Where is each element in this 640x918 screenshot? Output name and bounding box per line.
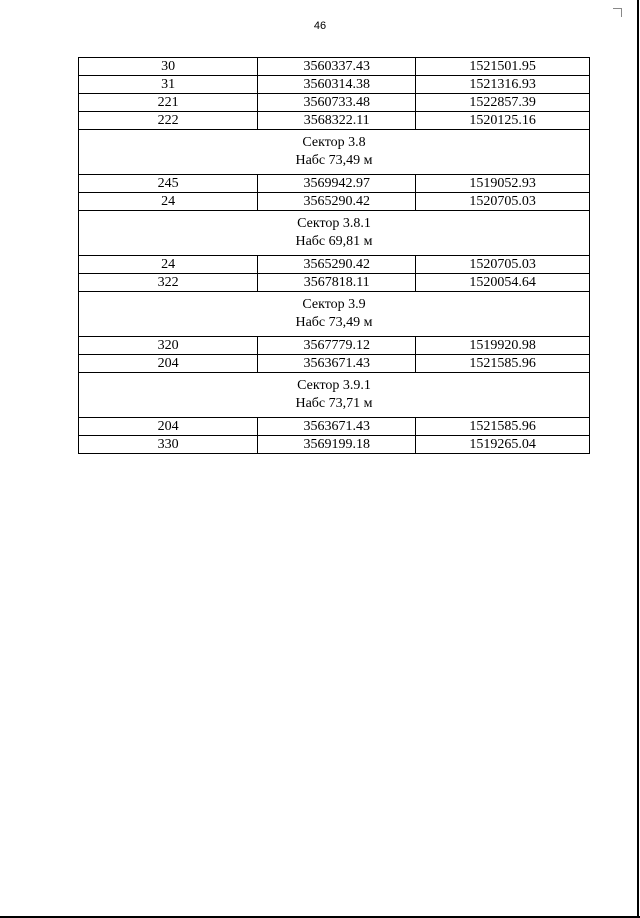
- point-number-cell: 204: [79, 418, 258, 436]
- y-coordinate-cell: 1520125.16: [416, 112, 590, 130]
- sector-header-row: [79, 292, 590, 337]
- y-coordinate-cell: 1520054.64: [416, 274, 590, 292]
- table-row: [79, 94, 590, 112]
- sector-header-row: [79, 130, 590, 175]
- sector-height: Набс 73,71 м: [295, 396, 373, 411]
- y-coordinate-cell: 1519265.04: [416, 436, 590, 454]
- x-coordinate-cell: 3568322.11: [258, 112, 416, 130]
- coordinates-table-body: [79, 58, 590, 454]
- x-coordinate-cell: 3569942.97: [258, 175, 416, 193]
- point-number-cell: 204: [79, 355, 258, 373]
- sector-height: Набс 73,49 м: [295, 315, 373, 330]
- table-row: [79, 436, 590, 454]
- sector-header-cell: [79, 292, 590, 337]
- x-coordinate-cell: 3560733.48: [258, 94, 416, 112]
- sector-height: Набс 73,49 м: [295, 153, 373, 168]
- y-coordinate-cell: 1520705.03: [416, 193, 590, 211]
- y-coordinate-cell: 1521316.93: [416, 76, 590, 94]
- table-row: [79, 112, 590, 130]
- x-coordinate-cell: 3567818.11: [258, 274, 416, 292]
- point-number-cell: 322: [79, 274, 258, 292]
- sector-title: Сектор 3.9: [302, 297, 366, 312]
- point-number-cell: 320: [79, 337, 258, 355]
- point-number-cell: 221: [79, 94, 258, 112]
- page-number: 46: [313, 20, 327, 32]
- table-row: [79, 355, 590, 373]
- table-row: [79, 193, 590, 211]
- y-coordinate-cell: 1521501.95: [416, 58, 590, 76]
- scan-corner-mark: [613, 8, 622, 17]
- sector-title: Сектор 3.9.1: [297, 378, 371, 393]
- x-coordinate-cell: 3563671.43: [258, 418, 416, 436]
- scan-edge-right: [637, 0, 639, 918]
- table-row: [79, 418, 590, 436]
- y-coordinate-cell: 1520705.03: [416, 256, 590, 274]
- sector-header-row: [79, 373, 590, 418]
- x-coordinate-cell: 3567779.12: [258, 337, 416, 355]
- point-number-cell: 24: [79, 256, 258, 274]
- sector-height: Набс 69,81 м: [295, 234, 373, 249]
- x-coordinate-cell: 3563671.43: [258, 355, 416, 373]
- x-coordinate-cell: 3560337.43: [258, 58, 416, 76]
- table-row: [79, 58, 590, 76]
- point-number-cell: 245: [79, 175, 258, 193]
- y-coordinate-cell: 1519920.98: [416, 337, 590, 355]
- x-coordinate-cell: 3565290.42: [258, 256, 416, 274]
- point-number-cell: 31: [79, 76, 258, 94]
- x-coordinate-cell: 3560314.38: [258, 76, 416, 94]
- table-row: [79, 76, 590, 94]
- table-row: [79, 256, 590, 274]
- x-coordinate-cell: 3565290.42: [258, 193, 416, 211]
- sector-title: Сектор 3.8.1: [297, 216, 371, 231]
- y-coordinate-cell: 1522857.39: [416, 94, 590, 112]
- y-coordinate-cell: 1519052.93: [416, 175, 590, 193]
- point-number-cell: 222: [79, 112, 258, 130]
- table-row: [79, 337, 590, 355]
- sector-title: Сектор 3.8: [302, 135, 366, 150]
- sector-header-row: [79, 211, 590, 256]
- sector-header-cell: [79, 373, 590, 418]
- sector-header-cell: [79, 130, 590, 175]
- point-number-cell: 330: [79, 436, 258, 454]
- table-row: [79, 175, 590, 193]
- y-coordinate-cell: 1521585.96: [416, 355, 590, 373]
- coordinates-table: [78, 57, 590, 454]
- point-number-cell: 30: [79, 58, 258, 76]
- y-coordinate-cell: 1521585.96: [416, 418, 590, 436]
- table-row: [79, 274, 590, 292]
- sector-header-cell: [79, 211, 590, 256]
- point-number-cell: 24: [79, 193, 258, 211]
- x-coordinate-cell: 3569199.18: [258, 436, 416, 454]
